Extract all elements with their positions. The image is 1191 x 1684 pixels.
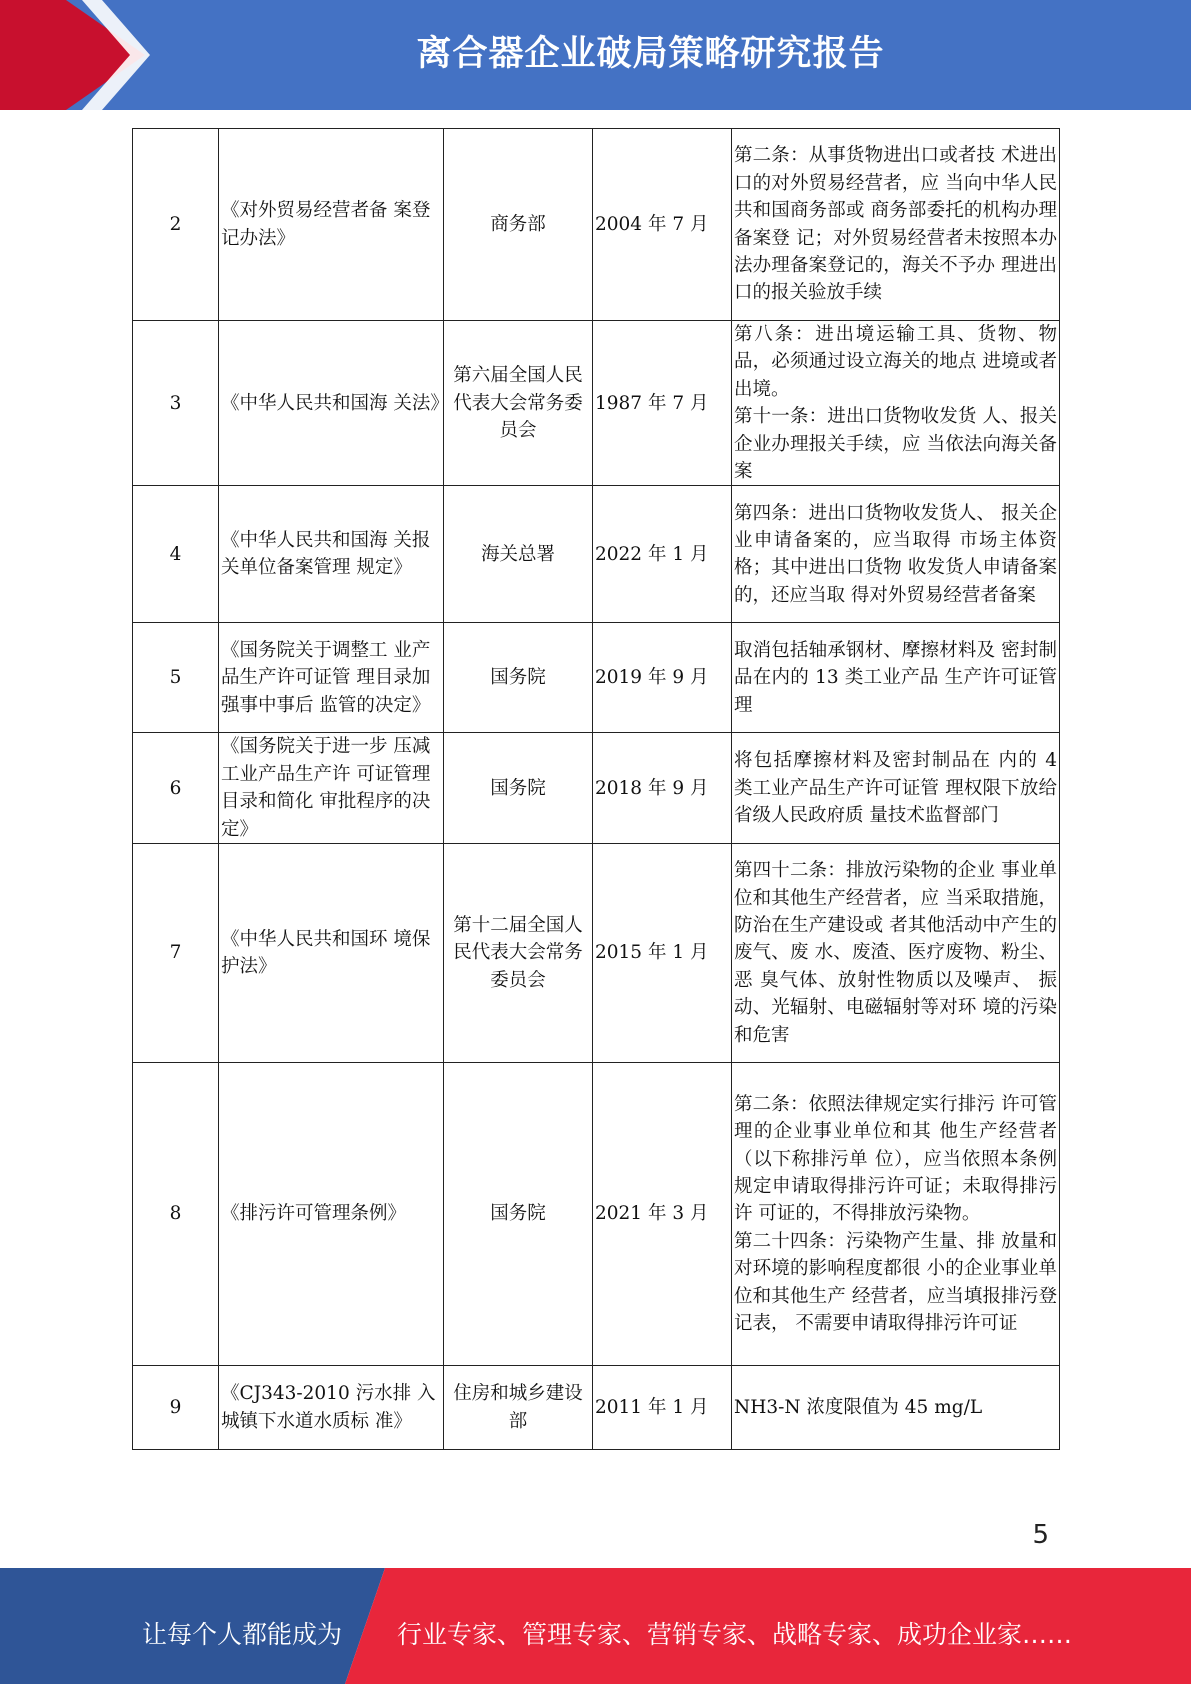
- table-row: [133, 129, 1060, 321]
- table-row: [133, 844, 1060, 1063]
- effective-date: 2011 年 1 月: [593, 1366, 732, 1450]
- row-number: 7: [133, 844, 219, 1063]
- issuing-department: 海关总署: [444, 486, 593, 623]
- regulation-name: 《中华人民共和国海 关报关单位备案管理 规定》: [219, 486, 444, 623]
- footer-slogan-left: 让每个人都能成为: [142, 1620, 343, 1649]
- row-number: 8: [133, 1063, 219, 1366]
- regulation-name: 《对外贸易经营者备 案登记办法》: [219, 129, 444, 321]
- effective-date: 1987 年 7 月: [593, 321, 732, 486]
- table-row: [133, 733, 1060, 844]
- footer-slogan-right: 行业专家、管理专家、营销专家、战略专家、成功企业家……: [397, 1620, 1073, 1649]
- effective-date: 2019 年 9 月: [593, 623, 732, 733]
- row-number: 2: [133, 129, 219, 321]
- row-number: 6: [133, 733, 219, 844]
- effective-date: 2015 年 1 月: [593, 844, 732, 1063]
- regulation-name: 《国务院关于进一步 压减工业产品生产许 可证管理目录和简化 审批程序的决定》: [219, 733, 444, 844]
- issuing-department: 国务院: [444, 623, 593, 733]
- regulation-content: 第四条：进出口货物收发货人、 报关企业申请备案的，应当取得 市场主体资格；其中进出口货物 收发货人申请备案的，还应当取 得对外贸易经营者备案: [732, 486, 1060, 623]
- table-row: [133, 486, 1060, 623]
- issuing-department: 第六届全国人民代表大会常务委员会: [444, 321, 593, 486]
- regulation-content: 第八条：进出境运输工具、货物、物品，必须通过设立海关的地点 进境或者出境。 第十一条：进出口货物收发货 人、报关企业办理报关手续，应 当依法向海关备案: [732, 321, 1060, 486]
- page-header: [0, 0, 1191, 110]
- table-row: [133, 321, 1060, 486]
- regulation-content: 取消包括轴承钢材、摩擦材料及 密封制品在内的 13 类工业产品 生产许可证管理: [732, 623, 1060, 733]
- regulation-content: 第二条：依照法律规定实行排污 许可管理的企业事业单位和其 他生产经营者（以下称排污单 位），应当依照本条例规定申请取得排污许可证；未取得排污许 可证的，不得排放污染物。 第二十四条：污染物产生量、排 放量和对环境的影响程度都很 小的企业事业单位和其他生产 经营者，应当填报排污登记表， 不需要申请取得排污许可证: [732, 1063, 1060, 1366]
- regulation-name: 《中华人民共和国海 关法》: [219, 321, 444, 486]
- regulation-name: 《中华人民共和国环 境保护法》: [219, 844, 444, 1063]
- row-number: 5: [133, 623, 219, 733]
- regulation-name: 《排污许可管理条例》: [219, 1063, 444, 1366]
- regulation-name: 《CJ343-2010 污水排 入城镇下水道水质标 准》: [219, 1366, 444, 1450]
- issuing-department: 住房和城乡建设部: [444, 1366, 593, 1450]
- effective-date: 2021 年 3 月: [593, 1063, 732, 1366]
- row-number: 9: [133, 1366, 219, 1450]
- regulation-content: NH3-N 浓度限值为 45 mg/L: [732, 1366, 1060, 1450]
- regulation-content: 第四十二条：排放污染物的企业 事业单位和其他生产经营者，应 当采取措施，防治在生产建设或 者其他活动中产生的废气、废 水、废渣、医疗废物、粉尘、恶 臭气体、放射性物质以及噪声、 振动、光辐射、电磁辐射等对环 境的污染和危害: [732, 844, 1060, 1063]
- regulation-content: 将包括摩擦材料及密封制品在 内的 4 类工业产品生产许可证管 理权限下放给省级人民政府质 量技术监督部门: [732, 733, 1060, 844]
- issuing-department: 国务院: [444, 1063, 593, 1366]
- regulations-table: [132, 128, 1060, 1450]
- page-footer: [0, 1568, 1191, 1684]
- table-row: [133, 1063, 1060, 1366]
- page-number: 5: [1032, 1520, 1049, 1550]
- row-number: 3: [133, 321, 219, 486]
- table-row: [133, 1366, 1060, 1450]
- regulation-name: 《国务院关于调整工 业产品生产许可证管 理目录加强事中事后 监管的决定》: [219, 623, 444, 733]
- effective-date: 2004 年 7 月: [593, 129, 732, 321]
- table-row: [133, 623, 1060, 733]
- row-number: 4: [133, 486, 219, 623]
- issuing-department: 商务部: [444, 129, 593, 321]
- issuing-department: 第十二届全国人民代表大会常务委员会: [444, 844, 593, 1063]
- effective-date: 2022 年 1 月: [593, 486, 732, 623]
- regulation-content: 第二条：从事货物进出口或者技 术进出口的对外贸易经营者，应 当向中华人民共和国商务部或 商务部委托的机构办理备案登 记；对外贸易经营者未按照本办 法办理备案登记的，海关不予办 理进出口的报关验放手续: [732, 129, 1060, 321]
- issuing-department: 国务院: [444, 733, 593, 844]
- report-title: 离合器企业破局策略研究报告: [416, 34, 885, 74]
- effective-date: 2018 年 9 月: [593, 733, 732, 844]
